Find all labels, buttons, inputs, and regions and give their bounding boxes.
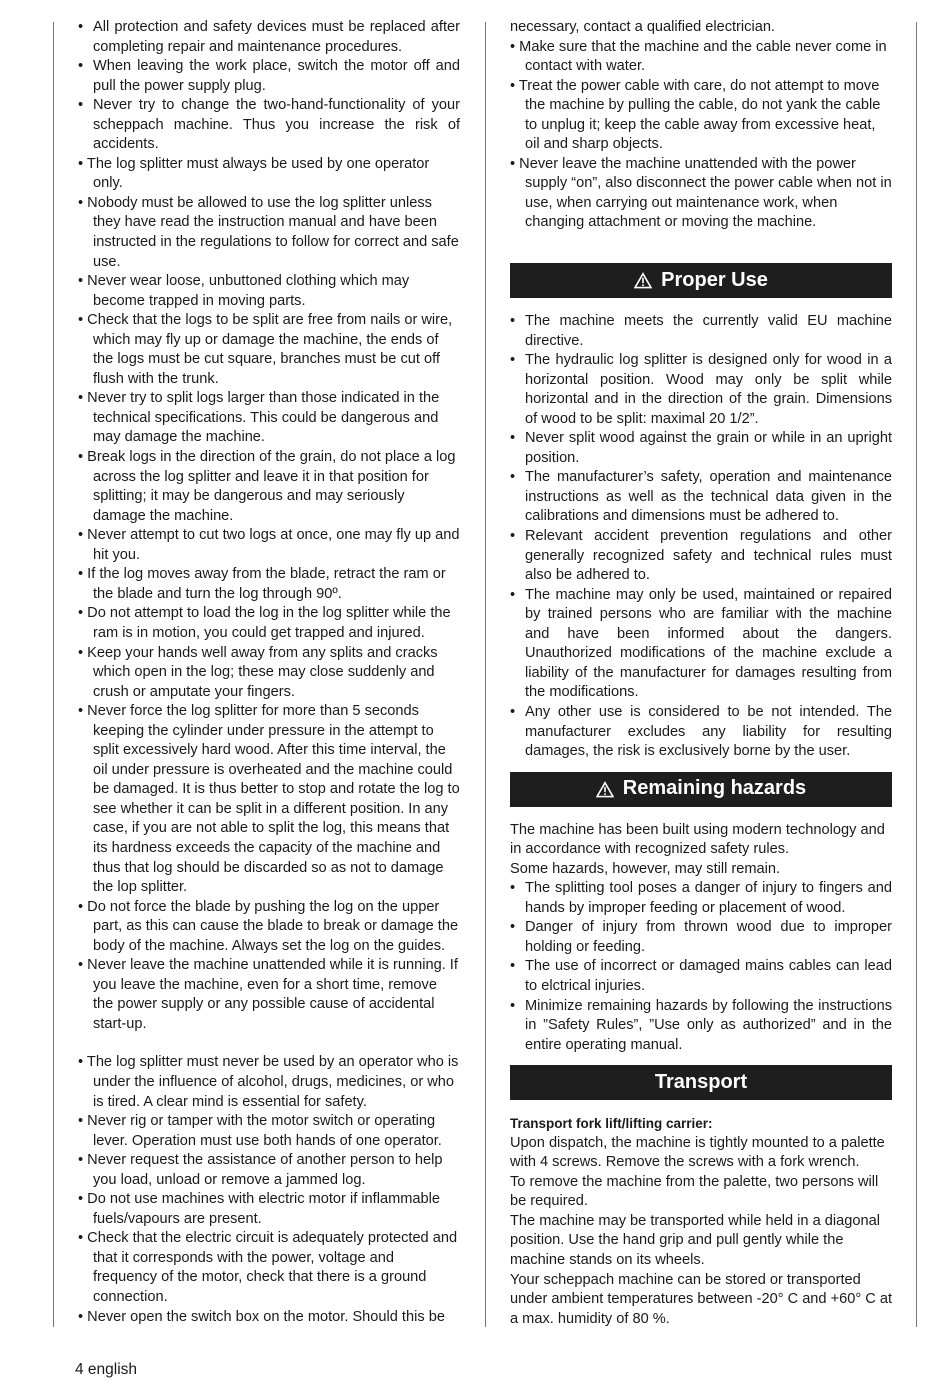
proper-use-heading	[510, 263, 892, 298]
list-item: • The hydraulic log splitter is designed only for wood in a horizontal position. Wood may only be split while horizontal and in the direction of the grain. Dimensions of wood to be split: maximal 20 1/2”.	[510, 351, 892, 429]
paragraph: • Never leave the machine unattended while it is running. If you leave the machine, even for a short time, remove the power supply or any possible cause of accidental start-up.	[78, 956, 460, 1034]
warning-triangle-icon	[596, 781, 614, 798]
hazards-intro: The machine has been built using modern technology and in accordance with recognized safety rules.	[510, 821, 885, 858]
paragraph: • Do not attempt to load the log in the log splitter while the ram is in motion, you could get trapped and injured.	[78, 604, 460, 643]
list-item: • Danger of injury from thrown wood due to improper holding or feeding.	[510, 918, 892, 957]
page-footer: 4 english	[75, 1361, 138, 1378]
left-paragraphs-b	[78, 1053, 460, 1327]
paragraph: • Check that the electric circuit is adequately protected and that it corresponds with the power, voltage and frequency of the motor, check that there is a ground connection.	[78, 1229, 460, 1307]
right-paragraphs	[510, 38, 892, 233]
list-item: • Never try to change the two-hand-functionality of your scheppach machine. Thus you increase the risk of accidents.	[78, 96, 460, 155]
list-item: • Any other use is considered to be not intended. The manufacturer excludes any liability for resulting damages, the risk is exclusively borne by the user.	[510, 703, 892, 762]
hazards-intro-2: Some hazards, however, may still remain.	[510, 860, 781, 877]
continued-text: necessary, contact a qualified electrician.	[510, 19, 775, 35]
transport-heading	[510, 1065, 892, 1100]
paragraph: • Do not force the blade by pushing the log on the upper part, as this can cause the blade to break or damage the body of the machine. Always set the log on the guides.	[78, 898, 460, 957]
paragraph: To remove the machine from the palette, two persons will be required.	[510, 1173, 879, 1210]
right-column	[510, 18, 892, 1329]
paragraph: • Do not use machines with electric motor if inflammable fuels/vapours are present.	[78, 1190, 460, 1229]
paragraph: • Never attempt to cut two logs at once, one may fly up and hit you.	[78, 526, 460, 565]
transport-title: Transport	[654, 1070, 748, 1093]
list-item: • Never split wood against the grain or while in an upright position.	[510, 429, 892, 468]
proper-use-title: Proper Use	[661, 268, 768, 291]
list-item: • The splitting tool poses a danger of injury to fingers and hands by improper feeding or placement of wood.	[510, 879, 892, 918]
list-item: • Minimize remaining hazards by following the instructions in ”Safety Rules”, ”Use only as authorized” and in the entire operating manual.	[510, 997, 892, 1056]
paragraph: • Break logs in the direction of the grain, do not place a log across the log splitter and leave it in that position for splitting; it may be dangerous and may seriously damage the machine.	[78, 448, 460, 526]
remaining-hazards-title: Remaining hazards	[622, 777, 807, 800]
paragraph: The machine may be transported while held in a diagonal position. Use the hand grip and pull gently while the machine stands on its wheels.	[510, 1212, 880, 1268]
paragraph: • Never try to split logs larger than those indicated in the technical specifications. This could be dangerous and may damage the machine.	[78, 389, 460, 448]
column-rule-right	[916, 22, 917, 1327]
paragraph: • Never force the log splitter for more than 5 seconds keeping the cylinder under pressure in the attempt to split excessively hard wood. After this time interval, the oil under pressure is overheated and the machine could be damaged. It is thus better to stop and rotate the log to see whether it can be split in a different position. In any case, if you are not able to split the log, this means that its hardness exceeds the capacity of the machine and thus that log should be discarded so as not to damage the lop splitter.	[78, 702, 460, 897]
left-paragraphs-a	[78, 155, 460, 1035]
paragraph: • Never rig or tamper with the motor switch or operating lever. Operation must use both hands of one operator.	[78, 1112, 460, 1151]
list-item: • The machine may only be used, maintained or repaired by trained persons who are familiar with the machine and have been informed about the dangers. Unauthorized modifications of the machine exclude a liability of the manufacturer for damages resulting from the modifications.	[510, 586, 892, 703]
transport-subheading: Transport fork lift/lifting carrier:	[510, 1116, 713, 1132]
warning-triangle-icon	[634, 272, 652, 289]
column-rule-middle	[485, 22, 486, 1327]
column-rule-left	[53, 22, 54, 1327]
list-item: • All protection and safety devices must be replaced after completing repair and maintenance procedures.	[78, 18, 460, 57]
paragraph: • Never request the assistance of another person to help you load, unload or remove a jammed log.	[78, 1151, 460, 1190]
proper-use-list	[510, 312, 892, 762]
list-item: • The machine meets the currently valid EU machine directive.	[510, 312, 892, 351]
list-item: • The use of incorrect or damaged mains cables can lead to elctrical injuries.	[510, 957, 892, 996]
paragraph: • Make sure that the machine and the cable never come in contact with water.	[510, 38, 892, 77]
remaining-hazards-list	[510, 879, 892, 1055]
paragraph: • Never open the switch box on the motor. Should this be	[78, 1308, 460, 1328]
paragraph: • Nobody must be allowed to use the log splitter unless they have read the instruction manual and have been instructed in the regulations to follow for correct and safe use.	[78, 194, 460, 272]
list-item: • The manufacturer’s safety, operation and maintenance instructions as well as the technical data given in the calibrations and dimensions must be adhered to.	[510, 468, 892, 527]
transport-paragraphs	[510, 1134, 892, 1329]
paragraph: • Never leave the machine unattended with the power supply “on”, also disconnect the power cable when not in use, when carrying out maintenance work, when changing attachment or moving the machine.	[510, 155, 892, 233]
paragraph: • If the log moves away from the blade, retract the ram or the blade and turn the log through 90º.	[78, 565, 460, 604]
list-item: • When leaving the work place, switch the motor off and pull the power supply plug.	[78, 57, 460, 96]
left-list-a	[78, 18, 460, 155]
paragraph: • The log splitter must always be used by one operator only.	[78, 155, 460, 194]
paragraph: Your scheppach machine can be stored or transported under ambient temperatures between -20° C and +60° C at a max. humidity of 80 %.	[510, 1271, 893, 1327]
left-column	[78, 18, 460, 1327]
paragraph: • Never wear loose, unbuttoned clothing which may become trapped in moving parts.	[78, 272, 460, 311]
paragraph: Upon dispatch, the machine is tightly mounted to a palette with 4 screws. Remove the screws with a fork wrench.	[510, 1134, 885, 1171]
list-item: • Relevant accident prevention regulations and other generally recognized safety and technical rules must also be adhered to.	[510, 527, 892, 586]
remaining-hazards-heading	[510, 772, 892, 807]
paragraph: • The log splitter must never be used by an operator who is under the influence of alcohol, drugs, medicines, or who is tired. A clear mind is essential for safety.	[78, 1053, 460, 1112]
paragraph: • Check that the logs to be split are free from nails or wire, which may fly up or damage the machine, the ends of the logs must be cut square, branches must be cut off flush with the trunk.	[78, 311, 460, 389]
paragraph: • Keep your hands well away from any splits and cracks which open in the log; these may close suddenly and crush or amputate your fingers.	[78, 644, 460, 703]
paragraph: • Treat the power cable with care, do not attempt to move the machine by pulling the cable, do not yank the cable to unplug it; keep the cable away from excessive heat, oil and sharp objects.	[510, 77, 892, 155]
